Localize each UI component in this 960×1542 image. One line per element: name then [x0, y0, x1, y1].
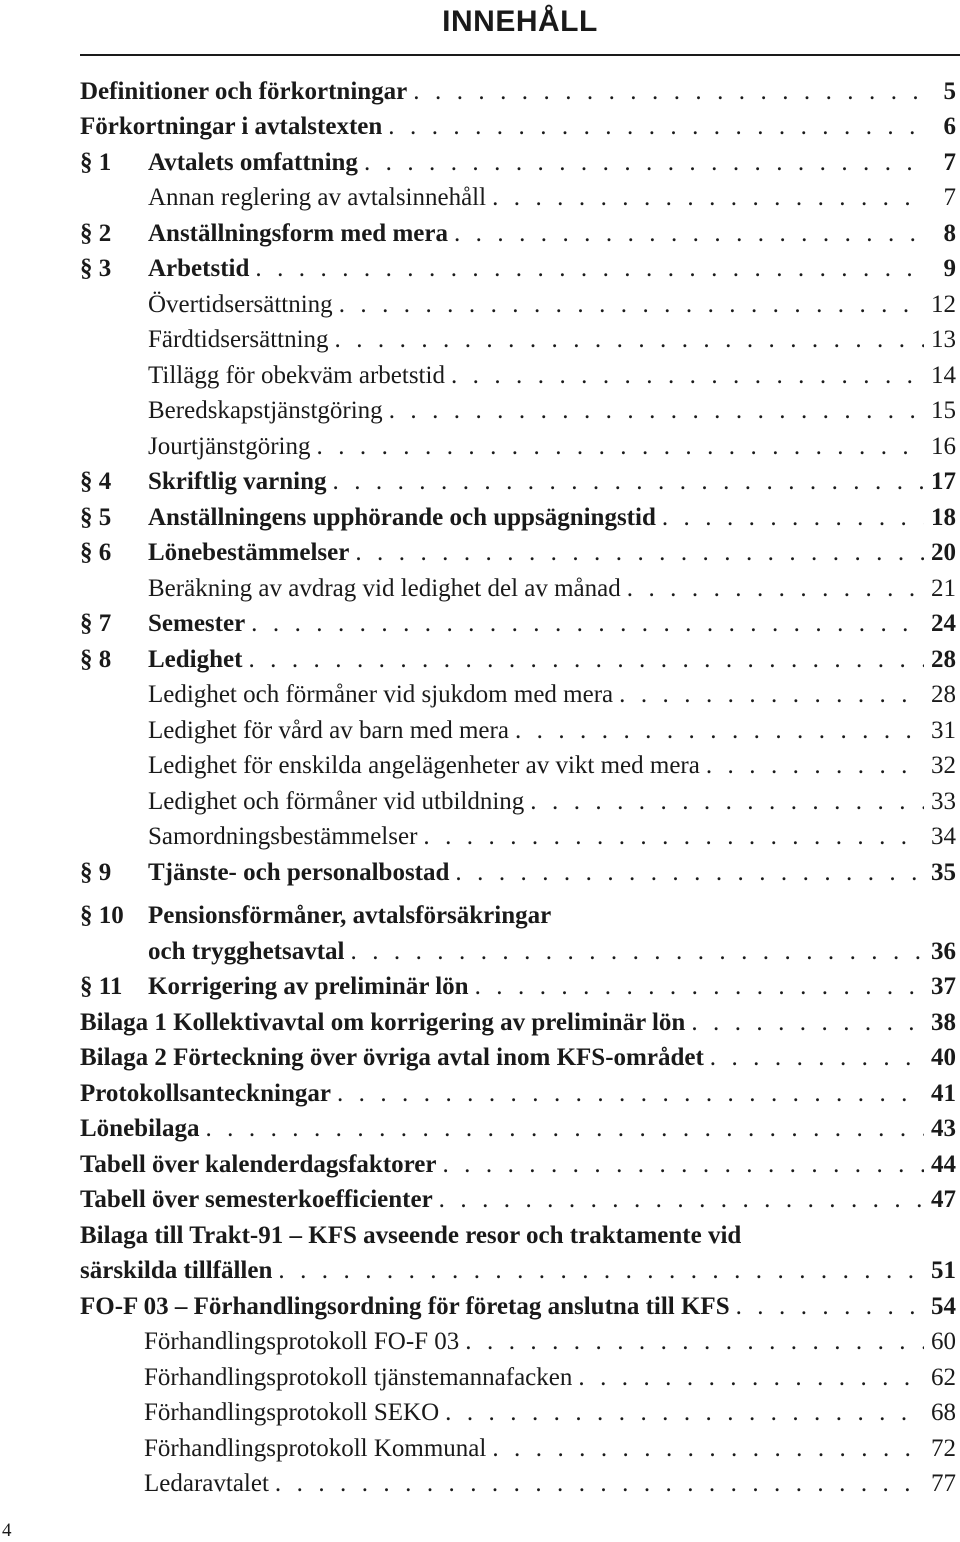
toc-leader-dots: [388, 112, 924, 142]
toc-page-number: 51: [931, 1257, 956, 1284]
toc-entry[interactable]: [80, 817, 956, 853]
toc-entry[interactable]: [80, 639, 956, 675]
toc-entry[interactable]: [80, 675, 956, 711]
toc-section-number: § 2: [80, 219, 112, 247]
toc-entry[interactable]: [80, 852, 956, 888]
toc-entry[interactable]: [80, 746, 956, 782]
toc-leader-dots: [492, 183, 924, 213]
toc-entry[interactable]: [80, 710, 956, 746]
toc-entry[interactable]: [80, 178, 956, 214]
toc-page-number: 6: [943, 113, 956, 140]
toc-page-number: 12: [931, 290, 956, 318]
toc-entry-title: Anställningsform med mera: [148, 219, 448, 247]
toc-page-number: 60: [931, 1328, 956, 1355]
toc-leader-dots: [442, 1150, 924, 1180]
toc-entry[interactable]: [80, 781, 956, 817]
toc-entry[interactable]: [80, 426, 956, 462]
toc-section-number: § 8: [80, 645, 112, 673]
page-number: 4: [2, 1520, 12, 1541]
toc-page-number: 33: [931, 787, 956, 815]
toc-page-number: 28: [931, 645, 956, 673]
toc-entry-title: Ledighet och förmåner vid sjukdom med mera: [148, 681, 614, 708]
toc-page-number: 41: [931, 1079, 956, 1107]
toc-leader-dots: [706, 751, 924, 781]
toc-entry-title: Ledighet och förmåner vid utbildning: [148, 787, 525, 815]
toc-section-number: § 3: [80, 255, 112, 282]
toc-page-number: 47: [931, 1186, 956, 1213]
toc-entry[interactable]: [80, 1215, 956, 1251]
toc-leader-dots: [335, 325, 924, 355]
toc-page-number: 35: [931, 858, 956, 886]
toc-leader-dots: [205, 1114, 924, 1144]
toc-leader-dots: [515, 716, 924, 746]
toc-entry[interactable]: [80, 1286, 956, 1322]
toc-leader-dots: [691, 1008, 924, 1038]
page-heading: [0, 0, 960, 44]
toc-leader-dots: [662, 503, 924, 533]
toc-entry-title: Ledighet: [148, 645, 243, 673]
toc-entry-title: Ledaravtalet: [144, 1470, 269, 1497]
toc-page-number: 17: [931, 468, 956, 495]
toc-leader-dots: [578, 1363, 924, 1393]
toc-entry-title: Tillägg för obekväm arbetstid: [148, 361, 445, 389]
toc-entry[interactable]: [80, 1002, 956, 1038]
toc-leader-dots: [364, 148, 924, 178]
toc-entry[interactable]: [80, 320, 956, 356]
toc-entry-title: Protokollsanteckningar: [80, 1079, 331, 1107]
toc-page-number: 8: [943, 219, 956, 247]
toc-entry[interactable]: [80, 1357, 956, 1393]
toc-section-number: § 4: [80, 468, 112, 495]
toc-entry[interactable]: [80, 568, 956, 604]
toc-page-number: 13: [931, 326, 956, 353]
toc-entry[interactable]: [80, 497, 956, 533]
toc-entry[interactable]: [80, 1073, 956, 1109]
toc-entry[interactable]: [80, 391, 956, 427]
toc-entry-title: Tjänste- och personalbostad: [148, 858, 450, 886]
toc-entry[interactable]: [80, 931, 956, 967]
toc-entry-title: Förhandlingsprotokoll FO-F 03: [144, 1328, 460, 1355]
toc-leader-dots: [710, 1043, 924, 1073]
toc-page-number: 43: [931, 1115, 956, 1142]
toc-entry-title: Semester: [148, 610, 246, 637]
toc-leader-dots: [248, 645, 924, 675]
toc-page-number: 32: [931, 752, 956, 779]
toc-entry[interactable]: [80, 888, 956, 932]
toc-leader-dots: [355, 538, 924, 568]
toc-page-number: 18: [931, 503, 956, 531]
table-of-contents: [80, 71, 956, 1499]
toc-page-number: 38: [931, 1008, 956, 1036]
toc-section-number: § 1: [80, 148, 112, 176]
toc-entry-title: Förkortningar i avtalstexten: [80, 113, 383, 140]
toc-page-number: 16: [931, 432, 956, 460]
toc-leader-dots: [530, 787, 924, 817]
toc-entry-title: Tabell över kalenderdagsfaktorer: [80, 1150, 437, 1178]
toc-entry[interactable]: [80, 604, 956, 640]
toc-entry-title: Lönebestämmelser: [148, 539, 350, 566]
toc-leader-dots: [413, 77, 924, 107]
toc-entry-title: Samordningsbestämmelser: [148, 823, 418, 850]
toc-section-number: § 11: [80, 973, 123, 1000]
toc-entry-title: Beredskapstjänstgöring: [148, 397, 383, 424]
toc-entry-title: Övertidsersättning: [148, 290, 333, 318]
toc-page-number: 15: [931, 397, 956, 424]
toc-section-number: § 9: [80, 858, 112, 886]
toc-leader-dots: [333, 467, 925, 497]
toc-entry-title: Korrigering av preliminär lön: [148, 973, 469, 1000]
toc-entry-title: Beräkning av avdrag vid ledighet del av månad: [148, 574, 621, 602]
toc-leader-dots: [423, 822, 924, 852]
toc-leader-dots: [317, 432, 925, 462]
toc-leader-dots: [736, 1292, 924, 1322]
toc-leader-dots: [492, 1434, 924, 1464]
toc-section-number: § 10: [80, 902, 124, 929]
toc-page-number: 40: [931, 1044, 956, 1071]
toc-section-number: § 5: [80, 503, 112, 531]
toc-entry[interactable]: [80, 107, 956, 143]
toc-leader-dots: [255, 254, 924, 284]
toc-page-number: 34: [931, 823, 956, 850]
toc-entry-title: Definitioner och förkortningar: [80, 77, 408, 105]
toc-page-number: 72: [931, 1434, 956, 1462]
page-title: INNEHÅLL: [442, 5, 598, 38]
toc-entry-title: Lönebilaga: [80, 1115, 200, 1142]
toc-entry-title: Skriftlig varning: [148, 468, 327, 495]
toc-leader-dots: [275, 1469, 924, 1499]
toc-leader-dots: [251, 609, 924, 639]
toc-entry-title: Pensionsförmåner, avtalsförsäkringar: [148, 902, 552, 929]
toc-entry-title: Tabell över semesterkoefficienter: [80, 1186, 433, 1213]
toc-entry-title: Bilaga till Trakt-91 – KFS avseende resor och traktamente vid: [80, 1221, 742, 1249]
toc-page-number: 5: [943, 77, 956, 105]
toc-entry-title: Förhandlingsprotokoll tjänstemannafacken: [144, 1363, 573, 1391]
toc-page-number: 36: [931, 937, 956, 965]
toc-entry-title: Avtalets omfattning: [148, 148, 358, 176]
toc-entry[interactable]: [80, 71, 956, 107]
toc-entry-title: Ledighet för enskilda angelägenheter av vikt med mera: [148, 752, 700, 779]
toc-entry[interactable]: [80, 355, 956, 391]
toc-entry-title: Färdtidsersättning: [148, 326, 329, 353]
toc-leader-dots: [454, 219, 924, 249]
toc-page-number: 7: [943, 148, 956, 176]
toc-page-number: 62: [931, 1363, 956, 1391]
toc-leader-dots: [451, 361, 924, 391]
toc-leader-dots: [445, 1398, 924, 1428]
toc-page-number: 77: [931, 1470, 956, 1497]
toc-entry[interactable]: [80, 1464, 956, 1500]
toc-entry[interactable]: [80, 1144, 956, 1180]
toc-leader-dots: [339, 290, 924, 320]
toc-entry[interactable]: [80, 1322, 956, 1358]
toc-entry-title: särskilda tillfällen: [80, 1257, 273, 1284]
toc-page-number: 54: [931, 1292, 956, 1320]
toc-entry-title: Bilaga 1 Kollektivavtal om korrigering av preliminär lön: [80, 1008, 686, 1036]
toc-entry-title: Bilaga 2 Förteckning över övriga avtal inom KFS-området: [80, 1044, 704, 1071]
toc-page-number: 31: [931, 716, 956, 744]
toc-leader-dots: [439, 1185, 924, 1215]
toc-entry[interactable]: [80, 1038, 956, 1074]
toc-entry[interactable]: [80, 1251, 956, 1287]
toc-page-number: 20: [931, 539, 956, 566]
toc-leader-dots: [619, 680, 924, 710]
toc-leader-dots: [475, 972, 924, 1002]
toc-entry[interactable]: [80, 284, 956, 320]
toc-entry[interactable]: [80, 1393, 956, 1429]
toc-entry[interactable]: [80, 967, 956, 1003]
toc-entry[interactable]: [80, 1428, 956, 1464]
toc-leader-dots: [389, 396, 924, 426]
toc-entry[interactable]: [80, 462, 956, 498]
toc-entry-title: Anställningens upphörande och uppsägningstid: [148, 503, 656, 531]
toc-entry[interactable]: [80, 1180, 956, 1216]
toc-entry[interactable]: [80, 249, 956, 285]
toc-entry-title: och trygghetsavtal: [148, 937, 345, 965]
toc-entry-title: FO-F 03 – Förhandlingsordning för företag anslutna till KFS: [80, 1292, 730, 1320]
toc-section-number: § 7: [80, 610, 112, 637]
toc-leader-dots: [465, 1327, 924, 1357]
toc-entry-title: Arbetstid: [148, 255, 250, 282]
toc-page-number: 21: [931, 574, 956, 602]
toc-page-number: 44: [931, 1150, 956, 1178]
toc-entry-title: Förhandlingsprotokoll Kommunal: [144, 1434, 487, 1462]
toc-leader-dots: [455, 858, 924, 888]
toc-page-number: 68: [931, 1399, 956, 1426]
toc-entry-title: Förhandlingsprotokoll SEKO: [144, 1399, 440, 1426]
toc-page-number: 14: [931, 361, 956, 389]
toc-section-number: § 6: [80, 539, 112, 566]
toc-entry-title: Ledighet för vård av barn med mera: [148, 716, 509, 744]
toc-entry[interactable]: [80, 213, 956, 249]
toc-leader-dots: [337, 1079, 924, 1109]
toc-page-number: 9: [943, 255, 956, 282]
heading-rule: [80, 54, 960, 56]
toc-entry[interactable]: [80, 142, 956, 178]
toc-page-number: 37: [931, 973, 956, 1000]
toc-page-number: 7: [943, 184, 956, 211]
toc-page-number: 24: [931, 610, 956, 637]
toc-leader-dots: [627, 574, 924, 604]
toc-leader-dots: [278, 1256, 924, 1286]
toc-entry-title: Annan reglering av avtalsinnehåll: [148, 184, 487, 211]
toc-leader-dots: [351, 937, 925, 967]
toc-entry[interactable]: [80, 1109, 956, 1145]
toc-entry-title: Jourtjänstgöring: [148, 432, 311, 460]
toc-entry[interactable]: [80, 533, 956, 569]
toc-page-number: 28: [931, 681, 956, 708]
